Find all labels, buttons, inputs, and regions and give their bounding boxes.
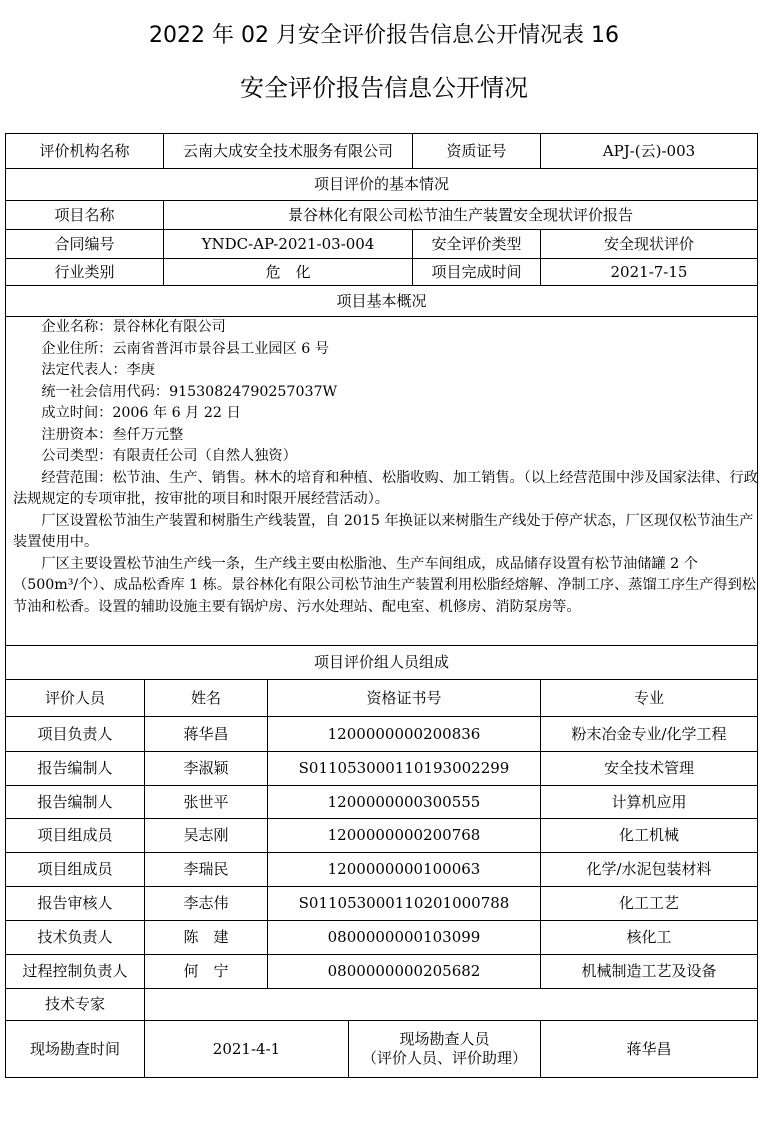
- team-row-cert: 0800000000103099: [267, 920, 541, 955]
- basic-info-header: 项目评价的基本情况: [5, 168, 758, 201]
- team-row-cert: 1200000000200836: [267, 716, 541, 752]
- team-row-cert: 1200000000200768: [267, 818, 541, 853]
- overview-line: 公司类型：有限责任公司（自然人独资）: [41, 448, 297, 464]
- cert-label-cell: 资质证号: [412, 133, 541, 169]
- team-row-role: 项目负责人: [5, 716, 145, 752]
- project-name-label: 项目名称: [5, 200, 164, 230]
- overview-line: 成立时间：2006 年 6 月 22 日: [41, 405, 241, 421]
- team-row-role: 报告审核人: [5, 886, 145, 921]
- org-label-cell: 评价机构名称: [5, 133, 164, 169]
- team-row-role: 项目组成员: [5, 818, 145, 853]
- team-row-major: 化工工艺: [540, 886, 758, 921]
- team-col-major: 专业: [540, 679, 758, 717]
- team-row-role: 过程控制负责人: [5, 954, 145, 989]
- team-row-cert: 0800000000205682: [267, 954, 541, 989]
- completion-value: 2021-7-15: [540, 258, 758, 286]
- org-value-cell: 云南大成安全技术服务有限公司: [163, 133, 413, 169]
- team-row-name: 何 宁: [144, 954, 268, 989]
- overview-text: [13, 317, 758, 618]
- team-row-major: 化学/水泥包装材料: [540, 852, 758, 887]
- team-row-role: 项目组成员: [5, 852, 145, 887]
- overview-line: 统一社会信用代码：91530824790257037W: [41, 383, 338, 400]
- team-col-role: 评价人员: [5, 679, 145, 717]
- team-col-cert: 资格证书号: [267, 679, 541, 717]
- survey-time-label: 现场勘查时间: [5, 1020, 145, 1078]
- team-row-cert: S011053000110201000788: [267, 886, 541, 921]
- team-row-major: 安全技术管理: [540, 751, 758, 786]
- team-row-cert: S011053000110193002299: [267, 751, 541, 786]
- overview-line: 注册资本：叁仟万元整: [41, 426, 184, 443]
- survey-people-sublabel: （评价人员、评价助理）: [361, 1049, 527, 1067]
- survey-people-value: 蒋华昌: [540, 1020, 758, 1078]
- team-row-name: 陈 建: [144, 920, 268, 955]
- industry-value: 危 化: [163, 258, 413, 286]
- document-title: 2022 年 02 月安全评价报告信息公开情况表 16: [149, 23, 619, 48]
- contract-label: 合同编号: [5, 229, 164, 259]
- team-row-major: 机械制造工艺及设备: [540, 954, 758, 989]
- team-row-major: 核化工: [540, 920, 758, 955]
- team-row-name: 李志伟: [144, 886, 268, 921]
- survey-people-label: 现场勘查人员: [399, 1030, 490, 1049]
- overview-line: 法定代表人：李庚: [41, 362, 155, 378]
- team-row-name: 吴志刚: [144, 818, 268, 853]
- team-row-name: 李瑞民: [144, 852, 268, 887]
- overview-line: 厂区设置松节油生产装置和树脂生产线装置，自 2015 年换证以来树脂生产线处于停产状态，厂区现仅松节油生产装置使用中。: [13, 512, 754, 550]
- project-name-value: 景谷林化有限公司松节油生产装置安全现状评价报告: [163, 200, 758, 230]
- team-row-cert: 1200000000100063: [267, 852, 541, 887]
- team-row-role: 报告编制人: [5, 785, 145, 819]
- expert-value: [144, 988, 758, 1021]
- survey-people-label-cell: [348, 1020, 541, 1078]
- overview-line: 企业名称：景谷林化有限公司: [41, 319, 226, 335]
- expert-label: 技术专家: [5, 988, 145, 1021]
- overview-header: 项目基本概况: [5, 285, 758, 317]
- team-row-major: 粉末冶金专业/化学工程: [540, 716, 758, 752]
- team-row-role: 报告编制人: [5, 751, 145, 786]
- team-row-cert: 1200000000300555: [267, 785, 541, 819]
- team-row-major: 化工机械: [540, 818, 758, 853]
- team-row-name: 李淑颖: [144, 751, 268, 786]
- team-header: 项目评价组人员组成: [5, 645, 758, 680]
- industry-label: 行业类别: [5, 258, 164, 286]
- team-row-name: 蒋华昌: [144, 716, 268, 752]
- team-row-major: 计算机应用: [540, 785, 758, 819]
- eval-type-value: 安全现状评价: [540, 229, 758, 259]
- team-row-role: 技术负责人: [5, 920, 145, 955]
- eval-type-label: 安全评价类型: [412, 229, 541, 259]
- cert-value-cell: APJ-(云)-003: [540, 133, 758, 169]
- overview-line: 厂区主要设置松节油生产线一条，生产线主要由松脂池、生产车间组成，成品储存设置有松节油储罐 2 个（500m³/个）、成品松香库 1 栋。景谷林化有限公司松节油生产装置利用松脂经熔解、净制工序、蒸馏工序生产得到松节油和松香。设置的辅助设施主要有锅炉房、污水处理站、配电室、机修房、消防泵房等。: [13, 555, 756, 615]
- document-subtitle: 安全评价报告信息公开情况: [240, 74, 528, 102]
- team-col-name: 姓名: [144, 679, 268, 717]
- team-row-name: 张世平: [144, 785, 268, 819]
- contract-value: YNDC-AP-2021-03-004: [163, 229, 413, 259]
- overview-line: 企业住所：云南省普洱市景谷县工业园区 6 号: [41, 340, 330, 357]
- completion-label: 项目完成时间: [412, 258, 541, 286]
- survey-time-value: 2021-4-1: [144, 1020, 349, 1078]
- overview-line: 经营范围：松节油、生产、销售。林木的培育和种植、松脂收购、加工销售。（以上经营范围中涉及国家法律、行政法规规定的专项审批，按审批的项目和时限开展经营活动）。: [13, 469, 758, 507]
